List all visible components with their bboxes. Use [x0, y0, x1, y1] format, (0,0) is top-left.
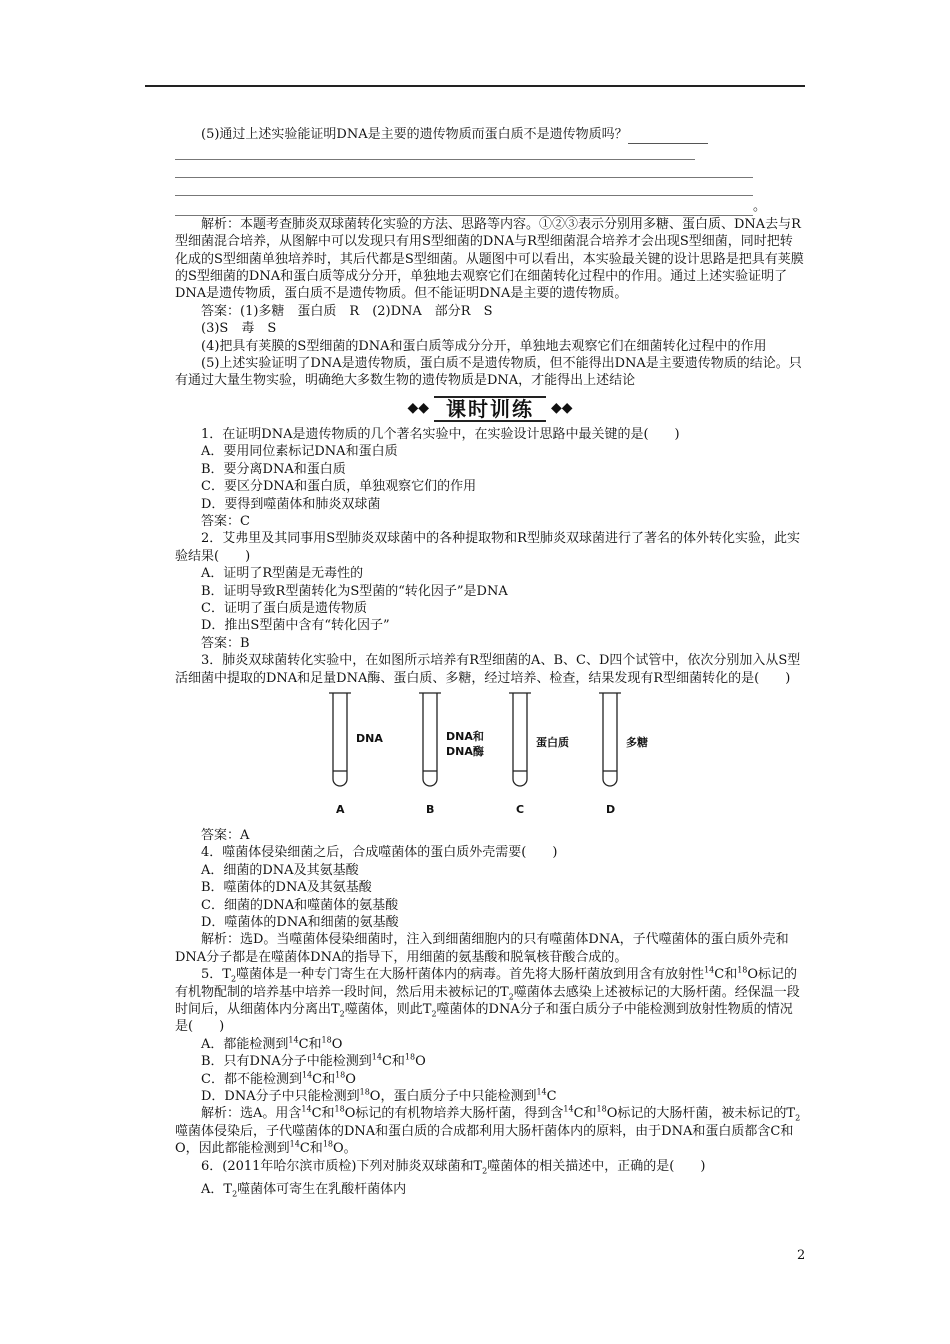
diamond-ornament-right: ◆◆	[551, 400, 573, 417]
q2-option-c: C．证明了蛋白质是遗传物质	[201, 600, 367, 616]
answer-blank	[628, 126, 708, 144]
q5-stem: 5．$T_2$噬菌体是一种专门寄生在大肠杆菌体内的病毒。首先将大肠杆菌放到用含有放射性$^{14}$C和$^{18}$O标记的有机物配制的培养基中培养一段时间，然后用未被标记的$T_2$噬菌体去感染上述被标记的大肠杆菌。经保温一段时间后，从细菌体内分离出$T_2$噬菌体，则此$T_2$噬菌体的DNA分子和蛋白质分子中能检测到放射性物质的情况是( )	[175, 965, 800, 1035]
q5-option-c: C．都不能检测到$^{14}$C和$^{18}$O	[201, 1070, 356, 1087]
q4-stem: 4．噬菌体侵染细菌之后，合成噬菌体的蛋白质外壳需要( )	[201, 845, 558, 861]
q4-analysis: 解析：选D。当噬菌体侵染细菌时，注入到细菌细胞内的只有噬菌体DNA，子代噬菌体的蛋白质外壳和DNA分子都是在噬菌体DNA的指导下，用细菌的氨基酸和脱氧核苷酸合成的。	[175, 932, 789, 965]
tube-b-label: DNA和 DNA酶	[446, 729, 484, 758]
prev-analysis: 解析：本题考查肺炎双球菌转化实验的方法、思路等内容。①②③表示分别用多糖、蛋白质、DNA去与R型细菌混合培养，从图解中可以发现只有用S型细菌的DNA与R型细菌混合培养才会出现S型细菌，同时把转化成的S型细菌单独培养时，其后代都是S型细菌。从题图中可以看出，本实验最关键的设计思路是把具有荚膜的S型细菌的DNA和蛋白质等成分分开，单独地去观察它们在细菌转化过程中的作用。通过上述实验证明了DNA是遗传物质，蛋白质不是遗传物质。但不能证明DNA是主要的遗传物质。	[175, 216, 804, 302]
page-content	[175, 126, 805, 1199]
test-tube-a	[333, 693, 347, 786]
q4-option-a: A．细菌的DNA及其氨基酸	[201, 862, 359, 878]
q4-option-c: C．细菌的DNA和噬菌体的氨基酸	[201, 897, 399, 913]
q6-option-a: A．$T_2$噬菌体可寄生在乳酸杆菌体内	[201, 1182, 407, 1199]
q3-stem: 3．肺炎双球菌转化实验中，在如图所示培养有R型细菌的A、B、C、D四个试管中，依次分别加入从S型活细菌中提取的DNA和足量DNA酶、蛋白质、多糖，经过培养、检查，结果发现有R型细菌转化的是( )	[175, 653, 801, 686]
prev-answer-3: (4)把具有荚膜的S型细菌的DNA和蛋白质等成分分开，单独地去观察它们在细菌转化过程中的作用	[201, 338, 767, 354]
q1-option-b: B．要分离DNA和蛋白质	[201, 461, 346, 477]
tube-a-caption: A	[336, 802, 345, 816]
diamond-ornament-left: ◆◆	[407, 400, 429, 417]
q4-option-d: D．噬菌体的DNA和细菌的氨基酸	[201, 915, 399, 930]
q2-stem: 2．艾弗里及其同事用S型肺炎双球菌中的各种提取物和R型肺炎双球菌进行了著名的体外转化实验，此实验结果( )	[175, 531, 800, 564]
test-tube-d	[603, 693, 617, 786]
tube-d-caption: D	[606, 802, 616, 816]
tube-c-label: 蛋白质	[536, 735, 569, 749]
answer-line-end: 。	[175, 198, 805, 215]
header-rule	[145, 85, 805, 87]
page-number: 2	[797, 1248, 806, 1263]
tube-d-label: 多糖	[626, 735, 648, 749]
q1-option-d: D．要得到噬菌体和肺炎双球菌	[201, 496, 381, 512]
q1-option-c: C．要区分DNA和蛋白质，单独观察它们的作用	[201, 479, 477, 495]
q2-answer: 答案：B	[201, 635, 250, 651]
section-title: 课时训练	[434, 396, 546, 422]
q1-answer: 答案：C	[201, 513, 250, 529]
q5-option-a: A．都能检测到$^{14}$C和$^{18}$O	[201, 1035, 343, 1052]
q5-analysis: 解析：选A。用含$^{14}$C和$^{18}$O标记的有机物培养大肠杆菌，得到含$^{14}$C和$^{18}$O标记的大肠杆菌，被未标记的$T_2$噬菌体侵染后，子代噬菌体的DNA和蛋白质的合成都利用大肠杆菌体内的原料，由于DNA和蛋白质都含C和O，因此都能检测到$^{14}$C和$^{18}$O。	[175, 1105, 801, 1157]
q1-option-a: A．要用同位素标记DNA和蛋白质	[201, 444, 398, 460]
answer-line	[175, 144, 695, 160]
q2-option-d: D．推出S型菌中含有“转化因子”	[201, 618, 390, 634]
tube-a-label: DNA	[356, 731, 383, 745]
tube-c-caption: C	[516, 802, 525, 816]
q6-stem: 6．(2011年哈尔滨市质检)下列对肺炎双球菌和$T_2$噬菌体的相关描述中，正确的是( )	[201, 1158, 706, 1176]
tube-b-caption: B	[426, 802, 435, 816]
q2-option-a: A．证明了R型菌是无毒性的	[201, 566, 364, 582]
prev-answer-1: 答案：(1)多糖 蛋白质 R (2)DNA 部分R S	[201, 303, 493, 319]
q4-option-b: B．噬菌体的DNA及其氨基酸	[201, 880, 372, 896]
answer-line	[175, 180, 753, 196]
test-tube-c	[513, 693, 527, 786]
prev-answer-4: (5)上述实验证明了DNA是遗传物质，蛋白质不是遗传物质，但不能得出DNA是主要遗传物质的结论。只有通过大量生物实验，明确绝大多数生物的遗传物质是DNA，才能得出上述结论	[175, 356, 802, 389]
q2-option-b: B．证明导致R型菌转化为S型菌的“转化因子”是DNA	[201, 583, 508, 599]
q5-question: (5)通过上述实验能证明DNA是主要的遗传物质而蛋白质不是遗传物质吗？	[175, 126, 805, 144]
prev-answer-2: (3)S 毒 S	[201, 321, 277, 337]
q5-option-d: D．DNA分子中只能检测到$^{18}$O，蛋白质分子中只能检测到$^{14}$C	[201, 1087, 557, 1105]
answer-line	[175, 200, 753, 216]
test-tube-figure	[175, 691, 805, 821]
test-tube-b	[423, 693, 437, 786]
q1-stem: 1．在证明DNA是遗传物质的几个著名实验中，在实验设计思路中最关键的是( )	[201, 426, 680, 442]
answer-line	[175, 162, 753, 178]
q5-option-b: B．只有DNA分子中能检测到$^{14}$C和$^{18}$O	[201, 1052, 426, 1070]
q3-answer: 答案：A	[201, 827, 250, 843]
section-heading	[175, 396, 805, 422]
